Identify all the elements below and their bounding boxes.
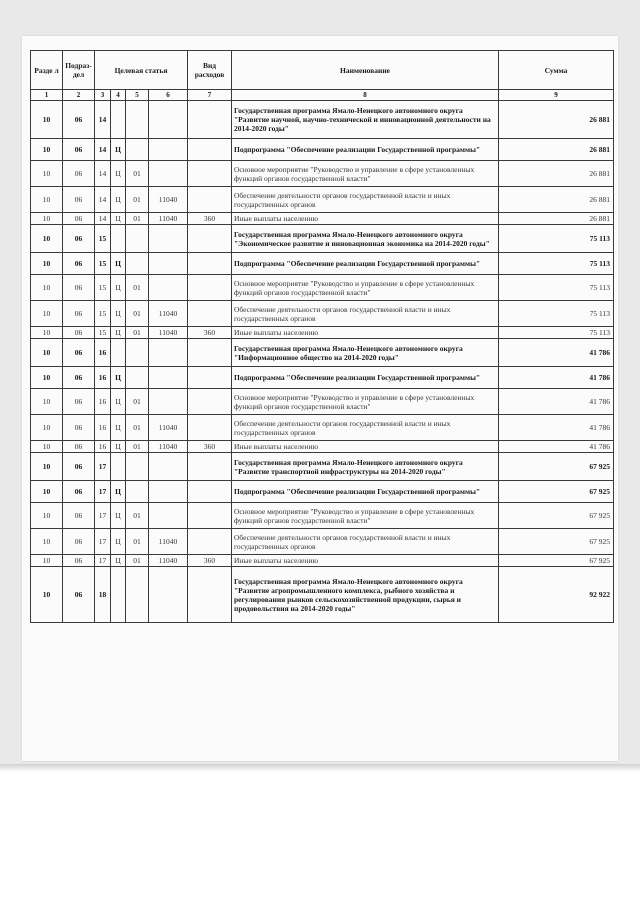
expense-type-cell	[188, 481, 232, 503]
direction-code-cell: 11040	[149, 213, 188, 225]
subprogram-code-cell: Ц	[111, 187, 126, 213]
section-cell: 10	[31, 101, 63, 139]
program-code-cell: 16	[95, 415, 111, 441]
subsection-cell: 06	[63, 529, 95, 555]
header-target-item: Целевая статья	[95, 51, 188, 90]
sum-cell: 26 881	[499, 101, 614, 139]
section-cell: 10	[31, 481, 63, 503]
header-subsection: Подраз- дел	[63, 51, 95, 90]
direction-code-cell	[149, 567, 188, 623]
subsection-cell: 06	[63, 415, 95, 441]
name-cell: Основное мероприятие "Руководство и управление в сфере установленных функций органов государственной власти"	[232, 275, 499, 301]
expense-type-cell	[188, 339, 232, 367]
sum-cell: 92 922	[499, 567, 614, 623]
subprogram-code-cell	[111, 101, 126, 139]
direction-code-cell: 11040	[149, 415, 188, 441]
program-code-cell: 14	[95, 139, 111, 161]
section-cell: 10	[31, 301, 63, 327]
name-cell: Подпрограмма "Обеспечение реализации Государственной программы"	[232, 367, 499, 389]
program-code-cell: 17	[95, 529, 111, 555]
subprogram-code-cell: Ц	[111, 253, 126, 275]
subprogram-code-cell	[111, 225, 126, 253]
table-row	[31, 503, 614, 529]
program-code-cell: 17	[95, 503, 111, 529]
subprogram-code-cell: Ц	[111, 327, 126, 339]
subprogram-code-cell	[111, 339, 126, 367]
name-cell: Иные выплаты населению	[232, 555, 499, 567]
subprogram-code-cell: Ц	[111, 275, 126, 301]
expense-type-cell: 360	[188, 441, 232, 453]
program-code-cell: 16	[95, 339, 111, 367]
expense-type-cell	[188, 139, 232, 161]
event-code-cell: 01	[126, 389, 149, 415]
direction-code-cell	[149, 481, 188, 503]
name-cell: Государственная программа Ямало-Ненецкого автономного округа "Информационное общество на 2014-2020 годы"	[232, 339, 499, 367]
program-code-cell: 15	[95, 225, 111, 253]
event-code-cell: 01	[126, 441, 149, 453]
event-code-cell	[126, 481, 149, 503]
direction-code-cell	[149, 161, 188, 187]
expense-type-cell	[188, 101, 232, 139]
event-code-cell: 01	[126, 187, 149, 213]
table-row	[31, 367, 614, 389]
name-cell: Иные выплаты населению	[232, 327, 499, 339]
program-code-cell: 15	[95, 301, 111, 327]
name-cell: Государственная программа Ямало-Ненецкого автономного округа "Развитие агропромышленного комплекса, рыбного хозяйства и регулирования рынков сельскохозяйственной продукции, сырья и продовольствия на 2014-2020 годы"	[232, 567, 499, 623]
event-code-cell: 01	[126, 213, 149, 225]
column-number: 3	[95, 90, 111, 101]
header-row	[31, 51, 614, 90]
sum-cell: 41 786	[499, 367, 614, 389]
subsection-cell: 06	[63, 389, 95, 415]
column-number: 5	[126, 90, 149, 101]
program-code-cell: 18	[95, 567, 111, 623]
sum-cell: 41 786	[499, 415, 614, 441]
table-row	[31, 225, 614, 253]
name-cell: Основное мероприятие "Руководство и управление в сфере установленных функций органов государственной власти"	[232, 389, 499, 415]
event-code-cell: 01	[126, 161, 149, 187]
table-row	[31, 187, 614, 213]
subprogram-code-cell: Ц	[111, 503, 126, 529]
subsection-cell: 06	[63, 367, 95, 389]
table-row	[31, 453, 614, 481]
expense-type-cell	[188, 415, 232, 441]
name-cell: Государственная программа Ямало-Ненецкого автономного округа "Экономическое развитие и инновационная экономика на 2014-2020 годы"	[232, 225, 499, 253]
event-code-cell	[126, 367, 149, 389]
table-row	[31, 415, 614, 441]
subsection-cell: 06	[63, 187, 95, 213]
direction-code-cell	[149, 139, 188, 161]
sum-cell: 41 786	[499, 389, 614, 415]
section-cell: 10	[31, 555, 63, 567]
direction-code-cell: 11040	[149, 441, 188, 453]
sum-cell: 75 113	[499, 327, 614, 339]
program-code-cell: 15	[95, 327, 111, 339]
expense-type-cell: 360	[188, 327, 232, 339]
direction-code-cell: 11040	[149, 187, 188, 213]
name-cell: Государственная программа Ямало-Ненецкого автономного округа "Развитие транспортной инфраструктуры на 2014-2020 годы"	[232, 453, 499, 481]
program-code-cell: 15	[95, 253, 111, 275]
section-cell: 10	[31, 327, 63, 339]
direction-code-cell	[149, 253, 188, 275]
direction-code-cell: 11040	[149, 555, 188, 567]
sum-cell: 67 925	[499, 529, 614, 555]
subprogram-code-cell: Ц	[111, 213, 126, 225]
subsection-cell: 06	[63, 481, 95, 503]
expense-type-cell: 360	[188, 555, 232, 567]
section-cell: 10	[31, 441, 63, 453]
event-code-cell	[126, 453, 149, 481]
direction-code-cell	[149, 453, 188, 481]
scan-edge	[0, 764, 640, 772]
subsection-cell: 06	[63, 339, 95, 367]
section-cell: 10	[31, 253, 63, 275]
name-cell: Основное мероприятие "Руководство и управление в сфере установленных функций органов государственной власти"	[232, 161, 499, 187]
section-cell: 10	[31, 529, 63, 555]
event-code-cell: 01	[126, 301, 149, 327]
table-row	[31, 101, 614, 139]
event-code-cell: 01	[126, 415, 149, 441]
subprogram-code-cell	[111, 453, 126, 481]
program-code-cell: 14	[95, 101, 111, 139]
column-number: 7	[188, 90, 232, 101]
sum-cell: 67 925	[499, 555, 614, 567]
name-cell: Государственная программа Ямало-Ненецкого автономного округа "Развитие научной, научно-технической и инновационной деятельности на 2014-2020 годы"	[232, 101, 499, 139]
budget-table	[30, 50, 614, 623]
event-code-cell: 01	[126, 555, 149, 567]
direction-code-cell	[149, 367, 188, 389]
program-code-cell: 17	[95, 555, 111, 567]
table-row	[31, 339, 614, 367]
table-row	[31, 213, 614, 225]
subprogram-code-cell	[111, 567, 126, 623]
section-cell: 10	[31, 567, 63, 623]
sum-cell: 75 113	[499, 275, 614, 301]
direction-code-cell	[149, 389, 188, 415]
subsection-cell: 06	[63, 101, 95, 139]
table-row	[31, 327, 614, 339]
direction-code-cell: 11040	[149, 529, 188, 555]
expense-type-cell	[188, 367, 232, 389]
column-number-row	[31, 90, 614, 101]
section-cell: 10	[31, 161, 63, 187]
subprogram-code-cell: Ц	[111, 555, 126, 567]
subprogram-code-cell: Ц	[111, 529, 126, 555]
direction-code-cell	[149, 339, 188, 367]
subprogram-code-cell: Ц	[111, 481, 126, 503]
direction-code-cell	[149, 503, 188, 529]
table-row	[31, 567, 614, 623]
section-cell: 10	[31, 367, 63, 389]
event-code-cell	[126, 101, 149, 139]
column-number: 8	[232, 90, 499, 101]
direction-code-cell: 11040	[149, 301, 188, 327]
sum-cell: 67 925	[499, 481, 614, 503]
sum-cell: 26 881	[499, 161, 614, 187]
subsection-cell: 06	[63, 213, 95, 225]
program-code-cell: 14	[95, 213, 111, 225]
expense-type-cell	[188, 529, 232, 555]
sum-cell: 75 113	[499, 225, 614, 253]
expense-type-cell	[188, 187, 232, 213]
expense-type-cell	[188, 161, 232, 187]
event-code-cell	[126, 253, 149, 275]
table-row	[31, 555, 614, 567]
expense-type-cell	[188, 453, 232, 481]
table-row	[31, 529, 614, 555]
subprogram-code-cell: Ц	[111, 389, 126, 415]
subsection-cell: 06	[63, 453, 95, 481]
subsection-cell: 06	[63, 275, 95, 301]
section-cell: 10	[31, 213, 63, 225]
sum-cell: 41 786	[499, 441, 614, 453]
subprogram-code-cell: Ц	[111, 161, 126, 187]
name-cell: Иные выплаты населению	[232, 213, 499, 225]
expense-type-cell	[188, 389, 232, 415]
name-cell: Основное мероприятие "Руководство и управление в сфере установленных функций органов государственной власти"	[232, 503, 499, 529]
name-cell: Иные выплаты населению	[232, 441, 499, 453]
table-row	[31, 161, 614, 187]
event-code-cell	[126, 225, 149, 253]
name-cell: Обеспечение деятельности органов государственной власти и иных государственных органов	[232, 415, 499, 441]
subprogram-code-cell: Ц	[111, 301, 126, 327]
column-number: 2	[63, 90, 95, 101]
expense-type-cell	[188, 253, 232, 275]
subsection-cell: 06	[63, 555, 95, 567]
event-code-cell	[126, 139, 149, 161]
subsection-cell: 06	[63, 567, 95, 623]
table-row	[31, 441, 614, 453]
event-code-cell	[126, 339, 149, 367]
section-cell: 10	[31, 139, 63, 161]
expense-type-cell: 360	[188, 213, 232, 225]
program-code-cell: 14	[95, 187, 111, 213]
subprogram-code-cell: Ц	[111, 139, 126, 161]
section-cell: 10	[31, 187, 63, 213]
expense-type-cell	[188, 225, 232, 253]
column-number: 1	[31, 90, 63, 101]
name-cell: Подпрограмма "Обеспечение реализации Государственной программы"	[232, 253, 499, 275]
section-cell: 10	[31, 453, 63, 481]
subprogram-code-cell: Ц	[111, 415, 126, 441]
subsection-cell: 06	[63, 301, 95, 327]
expense-type-cell	[188, 275, 232, 301]
sum-cell: 67 925	[499, 503, 614, 529]
program-code-cell: 17	[95, 453, 111, 481]
sum-cell: 26 881	[499, 139, 614, 161]
subprogram-code-cell: Ц	[111, 441, 126, 453]
event-code-cell: 01	[126, 327, 149, 339]
section-cell: 10	[31, 275, 63, 301]
subprogram-code-cell: Ц	[111, 367, 126, 389]
expense-type-cell	[188, 567, 232, 623]
header-sum: Сумма	[499, 51, 614, 90]
program-code-cell: 16	[95, 367, 111, 389]
table-row	[31, 253, 614, 275]
sum-cell: 75 113	[499, 253, 614, 275]
column-number: 9	[499, 90, 614, 101]
program-code-cell: 16	[95, 441, 111, 453]
sum-cell: 41 786	[499, 339, 614, 367]
program-code-cell: 17	[95, 481, 111, 503]
column-number: 4	[111, 90, 126, 101]
program-code-cell: 16	[95, 389, 111, 415]
direction-code-cell: 11040	[149, 327, 188, 339]
name-cell: Обеспечение деятельности органов государственной власти и иных государственных органов	[232, 187, 499, 213]
table-body	[31, 101, 614, 623]
name-cell: Обеспечение деятельности органов государственной власти и иных государственных органов	[232, 301, 499, 327]
column-number: 6	[149, 90, 188, 101]
subsection-cell: 06	[63, 225, 95, 253]
sum-cell: 26 881	[499, 213, 614, 225]
header-expense-type: Вид расходов	[188, 51, 232, 90]
expense-type-cell	[188, 301, 232, 327]
event-code-cell: 01	[126, 529, 149, 555]
section-cell: 10	[31, 389, 63, 415]
event-code-cell	[126, 567, 149, 623]
header-name: Наименование	[232, 51, 499, 90]
direction-code-cell	[149, 101, 188, 139]
program-code-cell: 14	[95, 161, 111, 187]
program-code-cell: 15	[95, 275, 111, 301]
table-row	[31, 275, 614, 301]
name-cell: Подпрограмма "Обеспечение реализации Государственной программы"	[232, 139, 499, 161]
sum-cell: 67 925	[499, 453, 614, 481]
table-row	[31, 481, 614, 503]
subsection-cell: 06	[63, 327, 95, 339]
header-section: Разде л	[31, 51, 63, 90]
subsection-cell: 06	[63, 441, 95, 453]
direction-code-cell	[149, 225, 188, 253]
name-cell: Подпрограмма "Обеспечение реализации Государственной программы"	[232, 481, 499, 503]
table-row	[31, 139, 614, 161]
subsection-cell: 06	[63, 253, 95, 275]
table-row	[31, 301, 614, 327]
name-cell: Обеспечение деятельности органов государственной власти и иных государственных органов	[232, 529, 499, 555]
section-cell: 10	[31, 225, 63, 253]
event-code-cell: 01	[126, 275, 149, 301]
expense-type-cell	[188, 503, 232, 529]
table-row	[31, 389, 614, 415]
section-cell: 10	[31, 415, 63, 441]
subsection-cell: 06	[63, 139, 95, 161]
section-cell: 10	[31, 503, 63, 529]
section-cell: 10	[31, 339, 63, 367]
sum-cell: 26 881	[499, 187, 614, 213]
event-code-cell: 01	[126, 503, 149, 529]
direction-code-cell	[149, 275, 188, 301]
subsection-cell: 06	[63, 503, 95, 529]
subsection-cell: 06	[63, 161, 95, 187]
sum-cell: 75 113	[499, 301, 614, 327]
